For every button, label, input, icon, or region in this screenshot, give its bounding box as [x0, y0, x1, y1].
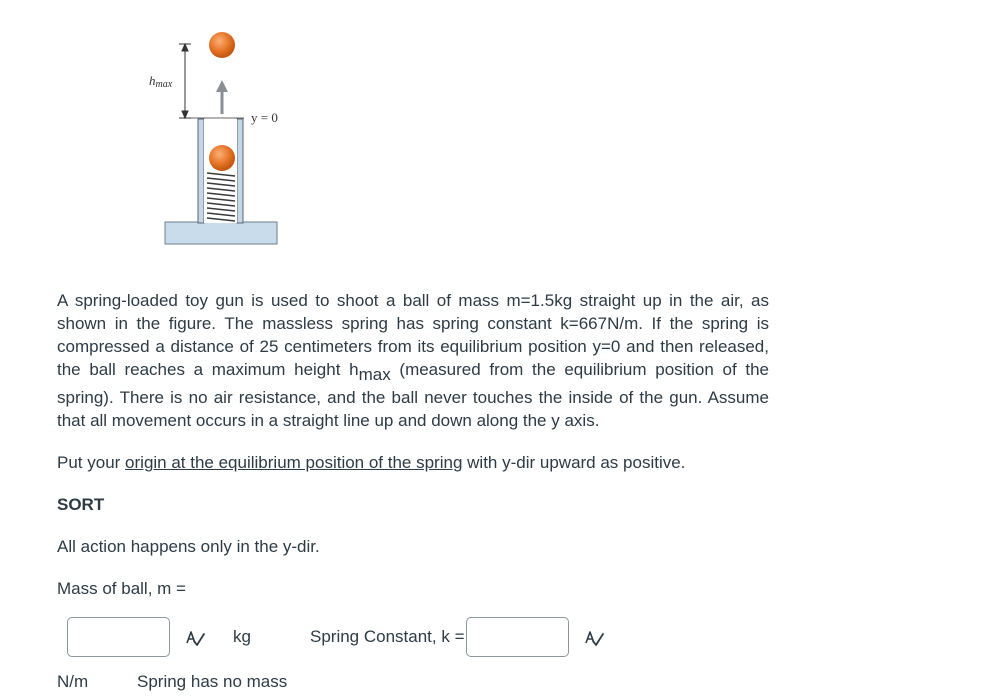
- gun-barrel-inside: [204, 119, 237, 223]
- spell-check-icon[interactable]: [583, 627, 605, 649]
- sort-heading: SORT: [57, 495, 105, 514]
- ball-at-max-height: [209, 32, 235, 58]
- hmax-dimension: [179, 44, 191, 118]
- y0-label: y = 0: [251, 110, 278, 125]
- spring-constant-label: Spring Constant, k =: [310, 627, 465, 646]
- spring-gun-figure: [140, 28, 300, 250]
- spell-check-icon[interactable]: [184, 627, 206, 649]
- origin-emphasis: origin at the equilibrium position of the spring: [125, 453, 463, 472]
- spring-no-mass-note: Spring has no mass: [137, 672, 288, 691]
- ball-in-gun: [209, 145, 235, 171]
- hmax-label: hmax: [149, 73, 173, 90]
- mass-unit: kg: [233, 627, 251, 646]
- origin-instruction: Put your origin at the equilibrium position of the spring with y-dir upward as positive.: [57, 453, 686, 472]
- mass-label: Mass of ball, m =: [57, 579, 186, 598]
- up-arrow-icon: [216, 80, 228, 114]
- action-statement: All action happens only in the y-dir.: [57, 537, 320, 556]
- spring-constant-unit: N/m: [57, 672, 89, 691]
- problem-statement: A spring-loaded toy gun is used to shoot a ball of mass m=1.5kg straight up in the air, as shown in the figure. The massless spring has spring constant k=667N/m. If the spring is compressed a distance of 25 centimeters from its equilibrium position y=0 and then released, the ball reaches a maximum height hmax (measured from the equilibrium position of the spring). There is no air resistance, and the ball never touches the inside of the gun. Assume that all movement occurs in a straight line up and down along the y axis.: [57, 291, 770, 430]
- gun-right-wall: [237, 119, 243, 223]
- mass-input[interactable]: [67, 617, 170, 657]
- gun-base: [165, 222, 277, 244]
- gun-left-wall: [198, 119, 204, 223]
- spring-constant-input[interactable]: [466, 617, 569, 657]
